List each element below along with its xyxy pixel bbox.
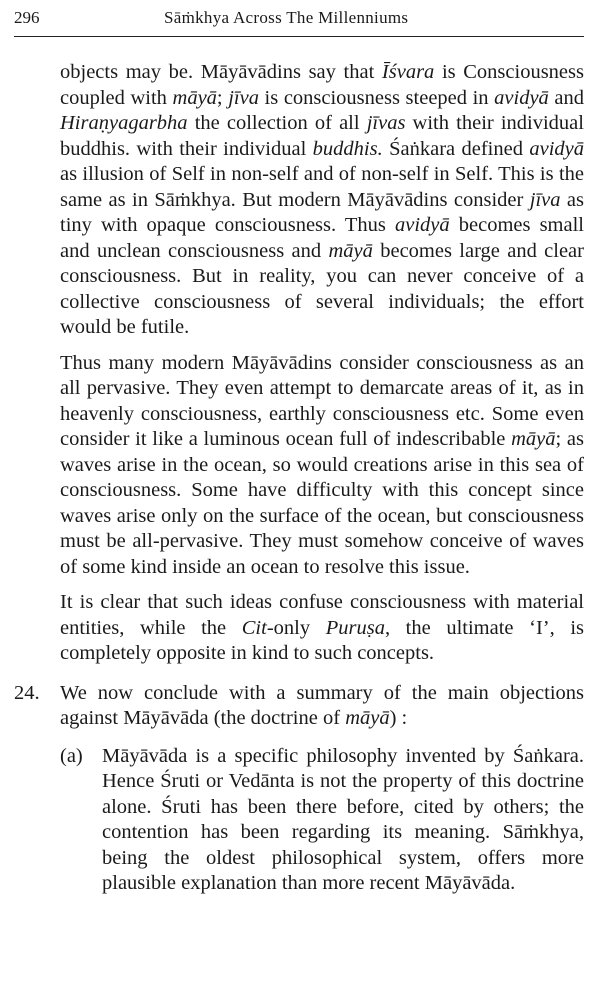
text-run: as tiny with opaque consciousness. Thus bbox=[60, 188, 585, 236]
text-run: , the ultimate ‘I’, is completely opposite in kind to such concepts. bbox=[60, 616, 585, 664]
text-run: ; as waves arise in the ocean, so would creations arise in this sea of consciousness. Some have difficulty with this concept since waves arise only on the surface of the ocean, but consciousness must be all-pervasive. They must somehow conceive of waves of some kind inside an ocean to resolve this issue. bbox=[60, 428, 584, 578]
italic-term: avidyā bbox=[394, 214, 450, 236]
italic-term: Hiraṇyagarbha bbox=[60, 112, 188, 134]
body-text bbox=[14, 60, 585, 907]
text-run: ) : bbox=[389, 707, 408, 729]
paragraph bbox=[60, 60, 584, 341]
italic-term: jīva bbox=[529, 188, 561, 211]
text-run: -only bbox=[266, 616, 326, 639]
text-run: Śaṅkara defined bbox=[382, 137, 530, 160]
paragraph bbox=[60, 590, 584, 667]
text-run: objects may be. Māyāvādins say that bbox=[60, 61, 382, 83]
text-run: It is clear that such ideas confuse consciousness with material entities, while the bbox=[60, 591, 584, 639]
italic-term: jīva bbox=[228, 86, 259, 109]
text-run: Thus many modern Māyāvādins consider consciousness as an all pervasive. They even attempt to demarcate areas of it, as in heavenly consciousness, earthly consciousness etc. Some even consider it like a luminous ocean full of indescribable bbox=[60, 351, 584, 450]
subitem-text bbox=[102, 744, 584, 897]
italic-term: māyā bbox=[172, 86, 217, 109]
italic-term: Puruṣa bbox=[325, 616, 385, 639]
numbered-item bbox=[14, 681, 584, 897]
page-number: 296 bbox=[14, 8, 40, 27]
subitem bbox=[60, 744, 584, 897]
text-run: becomes small and unclean consciousness and bbox=[60, 214, 584, 262]
italic-term: avidyā bbox=[529, 137, 584, 160]
text-run: with their individual buddhis. with their individual bbox=[60, 112, 584, 160]
italic-term: buddhis. bbox=[312, 137, 383, 160]
italic-term: māyā bbox=[345, 707, 390, 729]
italic-term: māyā bbox=[511, 428, 556, 450]
running-title: Sāṁkhya Across The Millenniums bbox=[164, 8, 409, 27]
text-run: is consciousness steeped in bbox=[258, 86, 495, 109]
italic-term: Īśvara bbox=[381, 61, 435, 83]
text-run: becomes large and clear consciousness. But in reality, you can never conceive of a collective consciousness of several individuals; the effort would be futile. bbox=[60, 239, 584, 338]
italic-term: avidyā bbox=[494, 86, 549, 109]
text-run: the collection of all bbox=[187, 112, 367, 134]
text-run: and bbox=[548, 86, 584, 109]
text-run: Māyāvāda is a specific philosophy invented by Śaṅkara. Hence Śruti or Vedānta is not the property of this doctrine alone. Śruti has been there before, cited by others; the contention has been regarding its meaning. Sāṁkhya, being the oldest philosophical system, offers more plausible explanation than more recent Māyāvāda. bbox=[102, 744, 584, 894]
item-number: 24. bbox=[14, 681, 40, 704]
item-text bbox=[60, 681, 584, 732]
italic-term: māyā bbox=[328, 239, 373, 262]
header-rule bbox=[14, 36, 584, 37]
text-run: ; bbox=[216, 86, 229, 109]
text-run: as illusion of Self in non-self and of non-self in Self. This is the same as in Sāṁkhya. But modern Māyāvādins consider bbox=[60, 163, 584, 211]
text-run: We now conclude with a summary of the main objections against Māyāvāda (the doctrine of bbox=[60, 681, 584, 729]
page-header bbox=[14, 8, 586, 34]
subitem-label: (a) bbox=[60, 744, 83, 767]
text-run: is Consciousness coupled with bbox=[60, 61, 584, 109]
paragraph bbox=[60, 351, 584, 581]
italic-term: jīvas bbox=[366, 112, 406, 134]
italic-term: Cit bbox=[241, 616, 267, 639]
